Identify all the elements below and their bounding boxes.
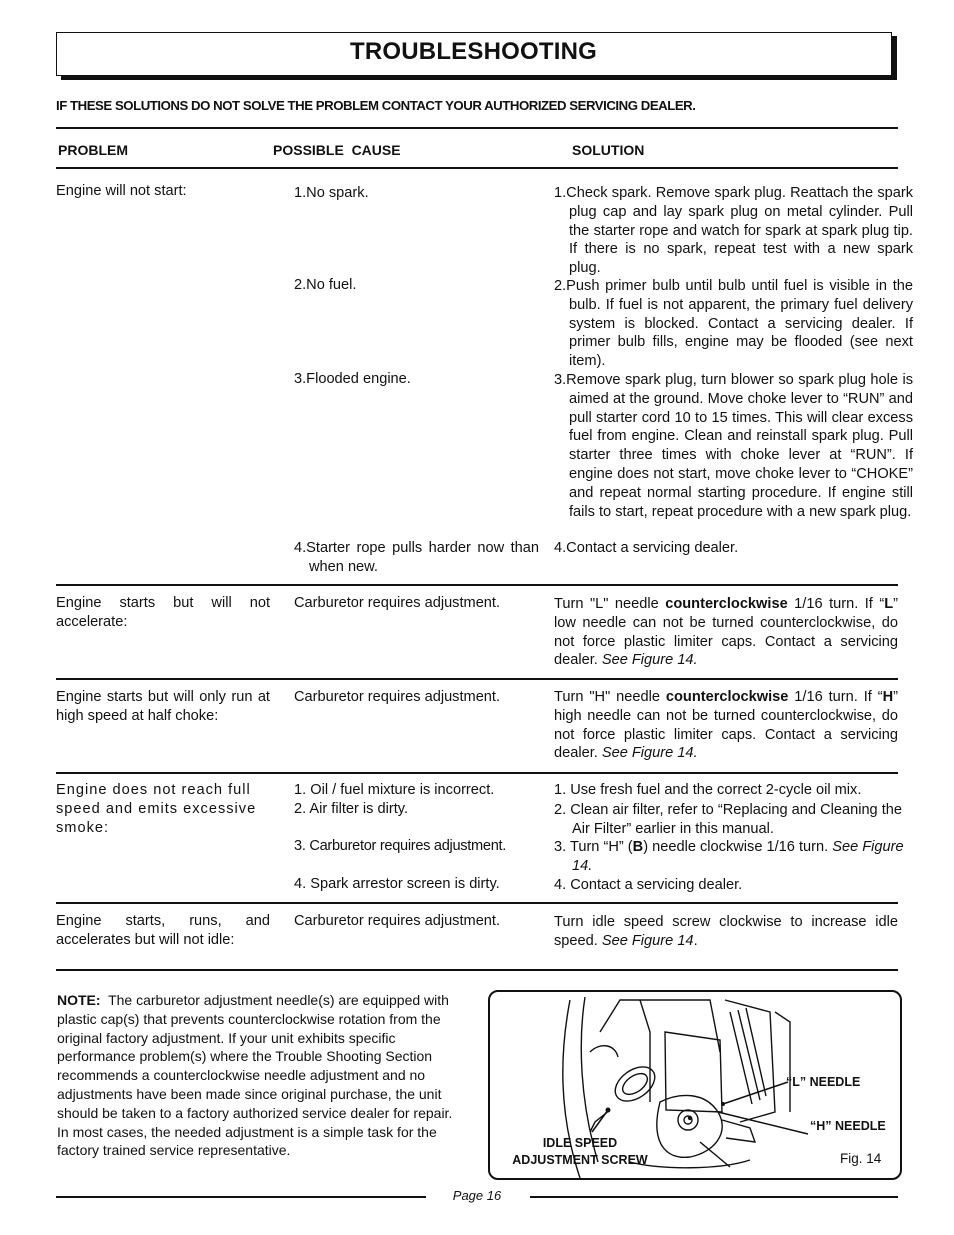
row1-solution-4: 4.Contact a servicing dealer. — [554, 540, 739, 556]
divider-bottom — [56, 969, 898, 971]
row1-solution-1: 1.Check spark. Remove spark plug. Reattach the spark plug cap and lay spark plug on metal cylinder. Pull the starter rope and watch for spark at spark plug tip. If there is no spark, repeat test with a new spark plug. — [554, 185, 913, 277]
row1-cause-1: 1.No spark. — [294, 185, 369, 201]
row2-solution: Turn "L" needle counterclockwise 1/16 turn. If “L” low needle can not be turned counterclockwise, do not force plastic limiter caps. Contact a servicing dealer. See Figure 14. — [554, 596, 898, 669]
row1-problem: Engine will not start: — [56, 183, 187, 199]
row5-solution: Turn idle speed screw clockwise to increase idle speed. See Figure 14. — [554, 914, 898, 949]
row4-solution-1: 1. Use fresh fuel and the correct 2-cycle oil mix. — [554, 782, 862, 798]
divider-row3 — [56, 772, 898, 774]
figure-14 — [488, 990, 902, 1180]
page-title: TROUBLESHOOTING — [350, 38, 597, 65]
row1-solution-3: 3.Remove spark plug, turn blower so spark plug hole is aimed at the ground. Move choke lever to “RUN” and pull starter cord 10 to 15 times. This will clear excess fuel from engine. Clean and reinstall spark plug. Pull starter three times with choke lever at “RUN”. If engine does not start, move choke lever to “CHOKE” and repeat normal starting procedure. If engine still fails to start, repeat procedure with a new spark plug. — [554, 372, 913, 520]
idle-screw-callout: IDLE SPEED ADJUSTMENT SCREW — [512, 1136, 648, 1167]
dealer-notice: IF THESE SOLUTIONS DO NOT SOLVE THE PROBLEM CONTACT YOUR AUTHORIZED SERVICING DEALER. — [56, 98, 696, 113]
row1-cause-4: 4.Starter rope pulls harder now than when new. — [294, 540, 539, 575]
row2-cause: Carburetor requires adjustment. — [294, 595, 501, 611]
figure-caption: Fig. 14 — [840, 1151, 882, 1166]
row2-problem: Engine starts but will not accelerate: — [56, 595, 270, 630]
row4-solution-4: 4. Contact a servicing dealer. — [554, 877, 743, 893]
divider-row1 — [56, 584, 898, 586]
row3-solution: Turn "H" needle counterclockwise 1/16 turn. If “H” high needle can not be turned counterclockwise, do not force plastic limiter caps. Contact a servicing dealer. See Figure 14. — [554, 689, 898, 762]
l-needle-callout: “L” NEEDLE — [786, 1075, 861, 1089]
row4-cause-3: 3. Carburetor requires adjustment. — [294, 838, 507, 854]
header-problem: PROBLEM — [58, 142, 128, 158]
row4-cause-2: 2. Air filter is dirty. — [294, 801, 409, 817]
header-cause: POSSIBLE CAUSE — [273, 142, 401, 158]
row1-solution-2: 2.Push primer bulb until bulb until fuel is visible in the bulb. If fuel is not apparent, the primary fuel delivery system is blocked. Contact a servicing dealer. If primer bulb fills, engine may be flooded (see next item). — [554, 278, 913, 370]
carburetor-note: NOTE: The carburetor adjustment needle(s) are equipped with plastic cap(s) that prevents counterclockwise rotation from the original factory adjustment. If your unit exhibits specific performance problem(s) where the Trouble Shooting Section recommends a counterclockwise needle adjustment and no adjustments have been made since original purchase, the unit should be taken to a factory authorized service dealer for repair. In most cases, the needed adjustment is a simple task for the factory trained service representative. — [57, 992, 457, 1159]
row4-problem: Engine does not reach full speed and emits excessive smoke: — [56, 782, 257, 836]
row1-cause-3: 3.Flooded engine. — [294, 371, 411, 387]
row4-solution-2: 2. Clean air filter, refer to “Replacing and Cleaning the Air Filter” earlier in this manual. — [554, 802, 903, 837]
divider-header — [56, 167, 898, 169]
row3-problem: Engine starts but will only run at high speed at half choke: — [56, 689, 270, 724]
row4-solution-3: 3. Turn “H” (B) needle clockwise 1/16 turn. See Figure 14. — [554, 839, 904, 874]
row3-cause: Carburetor requires adjustment. — [294, 689, 501, 705]
row4-cause-1: 1. Oil / fuel mixture is incorrect. — [294, 782, 495, 798]
divider-row4 — [56, 902, 898, 904]
divider-row2 — [56, 678, 898, 680]
divider-top — [56, 127, 898, 129]
row5-problem: Engine starts, runs, and accelerates but will not idle: — [56, 913, 270, 948]
row1-cause-2: 2.No fuel. — [294, 277, 357, 293]
row4-cause-4: 4. Spark arrestor screen is dirty. — [294, 876, 500, 892]
row5-cause: Carburetor requires adjustment. — [294, 913, 501, 929]
header-solution: SOLUTION — [572, 142, 645, 158]
h-needle-callout: “H” NEEDLE — [810, 1119, 886, 1133]
page-number: Page 16 — [452, 1188, 502, 1203]
